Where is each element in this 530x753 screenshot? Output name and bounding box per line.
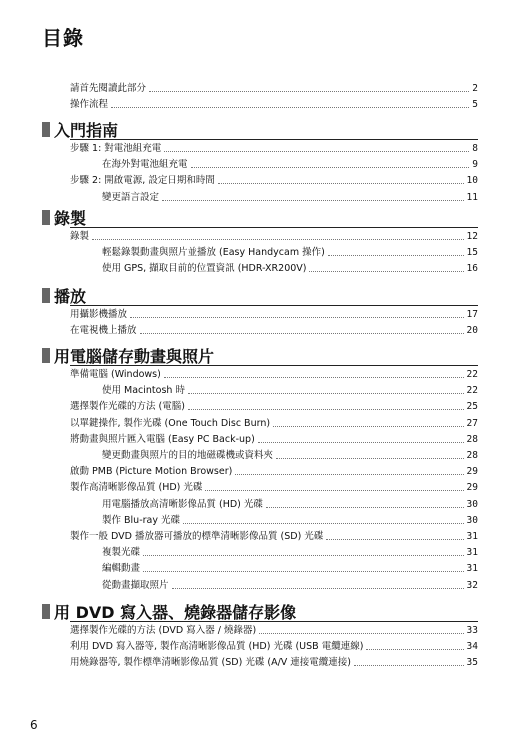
toc-entry-label: 錄製 bbox=[70, 231, 90, 242]
dot-leader bbox=[276, 458, 464, 459]
toc-entry-label: 用電腦播放高清晰影像品質 (HD) 光碟 bbox=[102, 498, 263, 510]
toc-entry-page: 22 bbox=[466, 385, 478, 397]
toc-entry[interactable] bbox=[102, 577, 478, 593]
toc-entry-page: 15 bbox=[466, 247, 478, 259]
page-number: 6 bbox=[30, 718, 38, 732]
section-marker-icon bbox=[42, 122, 50, 137]
toc-entry-label: 操作流程 bbox=[70, 99, 109, 111]
dot-leader bbox=[273, 426, 463, 427]
toc-entry-page: 22 bbox=[466, 369, 478, 380]
toc-entry[interactable] bbox=[70, 80, 478, 96]
toc-entry[interactable] bbox=[70, 638, 478, 654]
toc-entry-label: 製作 Blu-ray 光碟 bbox=[102, 514, 180, 526]
dot-leader bbox=[140, 333, 464, 334]
toc-entry[interactable] bbox=[70, 431, 478, 447]
toc-entry[interactable] bbox=[70, 528, 478, 544]
toc-entry-label: 將動畫與照片匯入電腦 (Easy PC Back-up) bbox=[70, 433, 255, 445]
toc-entry-label: 從動畫擷取照片 bbox=[102, 579, 169, 591]
dot-leader bbox=[92, 239, 464, 240]
page-title: 目錄 bbox=[42, 26, 84, 50]
section-title: 入門指南 bbox=[54, 120, 119, 140]
section-heading bbox=[42, 284, 86, 306]
dot-leader bbox=[183, 523, 464, 524]
toc-entry[interactable] bbox=[70, 398, 478, 414]
section-title: 錄製 bbox=[54, 208, 87, 228]
toc-entry-label: 以單鍵操作, 製作光碟 (One Touch Disc Burn) bbox=[70, 417, 271, 429]
section-heading bbox=[42, 600, 296, 622]
dot-leader bbox=[354, 665, 464, 666]
dot-leader bbox=[309, 271, 463, 272]
toc-entry-page: 31 bbox=[466, 563, 478, 575]
dot-leader bbox=[259, 633, 463, 634]
dot-leader bbox=[164, 151, 469, 152]
toc-entry-page: 35 bbox=[466, 657, 478, 669]
toc-entry-page: 29 bbox=[466, 482, 478, 494]
toc-entry-label: 選擇製作光碟的方法 (DVD 寫入器 / 燒錄器) bbox=[70, 625, 257, 636]
toc-entry-label: 使用 GPS, 擷取目前的位置資訊 (HDR-XR200V) bbox=[102, 263, 307, 275]
toc-entry-page: 32 bbox=[466, 579, 478, 591]
toc-entry[interactable] bbox=[70, 322, 478, 338]
toc-entry-label: 製作一般 DVD 播放器可播放的標準清晰影像品質 (SD) 光碟 bbox=[70, 531, 324, 542]
toc-entry-label: 用攝影機播放 bbox=[70, 309, 128, 320]
toc-entry[interactable] bbox=[102, 560, 478, 576]
toc-entry[interactable] bbox=[102, 544, 478, 560]
toc-entry[interactable] bbox=[102, 382, 478, 398]
section-heading bbox=[42, 118, 118, 140]
toc-entry-page: 31 bbox=[466, 531, 478, 542]
dot-leader bbox=[328, 255, 464, 256]
toc-entry-page: 8 bbox=[472, 143, 478, 154]
toc-entry-page: 29 bbox=[466, 466, 478, 478]
dot-leader bbox=[191, 167, 470, 168]
toc-entry[interactable] bbox=[70, 228, 478, 244]
toc-entry[interactable] bbox=[70, 415, 478, 431]
toc-entry-label: 啟動 PMB (Picture Motion Browser) bbox=[70, 466, 233, 478]
toc-entry-label: 在電視機上播放 bbox=[70, 325, 137, 337]
dot-leader bbox=[235, 474, 463, 475]
toc-entry[interactable] bbox=[102, 447, 478, 463]
toc-entry[interactable] bbox=[70, 140, 478, 156]
dot-leader bbox=[172, 588, 464, 589]
toc-entry-page: 30 bbox=[466, 498, 478, 510]
section-title: 播放 bbox=[54, 286, 87, 306]
toc-entry-label: 利用 DVD 寫入器等, 製作高清晰影像品質 (HD) 光碟 (USB 電纜連線) bbox=[70, 641, 364, 653]
toc-entry-page: 30 bbox=[466, 514, 478, 526]
toc-entry[interactable] bbox=[70, 96, 478, 112]
toc-entry-label: 變更動畫與照片的目的地磁碟機或資料夾 bbox=[102, 450, 274, 461]
toc-entry-label: 製作高清晰影像品質 (HD) 光碟 bbox=[70, 482, 203, 494]
toc-entry-page: 11 bbox=[466, 191, 478, 203]
toc-entry-page: 28 bbox=[466, 450, 478, 461]
toc-entry-page: 17 bbox=[466, 309, 478, 320]
dot-leader bbox=[130, 317, 464, 318]
toc-entry[interactable] bbox=[70, 366, 478, 382]
toc-entry-label: 選擇製作光碟的方法 (電腦) bbox=[70, 401, 185, 413]
toc-entry-label: 請首先閱讀此部分 bbox=[70, 83, 147, 94]
dot-leader bbox=[149, 91, 469, 92]
toc-entry-page: 27 bbox=[466, 417, 478, 429]
toc-entry[interactable] bbox=[102, 260, 478, 276]
toc-entry-page: 20 bbox=[466, 325, 478, 337]
section-marker-icon bbox=[42, 210, 50, 225]
dot-leader bbox=[143, 571, 464, 572]
dot-leader bbox=[111, 107, 469, 108]
section-marker-icon bbox=[42, 348, 50, 363]
toc-entry-page: 31 bbox=[466, 547, 478, 559]
dot-leader bbox=[143, 555, 464, 556]
toc-entry[interactable] bbox=[70, 306, 478, 322]
toc-entry-page: 2 bbox=[472, 83, 478, 94]
toc-entry[interactable] bbox=[70, 463, 478, 479]
toc-entry-label: 在海外對電池組充電 bbox=[102, 159, 188, 171]
toc-entry-page: 9 bbox=[472, 159, 478, 171]
dot-leader bbox=[258, 442, 464, 443]
section-title: 用電腦儲存動畫與照片 bbox=[54, 346, 215, 366]
dot-leader bbox=[326, 539, 463, 540]
dot-leader bbox=[162, 200, 464, 201]
section-marker-icon bbox=[42, 288, 50, 303]
toc-entry[interactable] bbox=[102, 244, 478, 260]
dot-leader bbox=[266, 507, 464, 508]
dot-leader bbox=[188, 409, 464, 410]
toc-entry-page: 16 bbox=[466, 263, 478, 275]
toc-entry[interactable] bbox=[70, 479, 478, 495]
toc-entry-page: 25 bbox=[466, 401, 478, 413]
toc-entry-label: 變更語言設定 bbox=[102, 191, 160, 203]
section-marker-icon bbox=[42, 604, 50, 619]
toc-entry-label: 步驟 1: 對電池組充電 bbox=[70, 143, 162, 154]
section-heading bbox=[42, 206, 86, 228]
dot-leader bbox=[164, 377, 464, 378]
toc-entry-label: 編輯動畫 bbox=[102, 563, 141, 575]
toc-entry[interactable] bbox=[102, 189, 478, 205]
toc-entry-label: 輕鬆錄製動畫與照片並播放 (Easy Handycam 操作) bbox=[102, 247, 325, 259]
toc-entry-page: 34 bbox=[466, 641, 478, 653]
toc-entry[interactable] bbox=[102, 496, 478, 512]
toc-entry-label: 複製光碟 bbox=[102, 547, 141, 559]
toc-entry-label: 步驟 2: 開啟電源, 設定日期和時間 bbox=[70, 175, 215, 187]
dot-leader bbox=[205, 490, 463, 491]
toc-entry-page: 33 bbox=[466, 625, 478, 636]
toc-entry-page: 12 bbox=[466, 231, 478, 242]
toc-entry[interactable] bbox=[102, 512, 478, 528]
toc-entry[interactable] bbox=[70, 172, 478, 188]
dot-leader bbox=[188, 393, 464, 394]
toc-entry-page: 5 bbox=[472, 99, 478, 111]
section-heading bbox=[42, 344, 214, 366]
toc-entry[interactable] bbox=[102, 156, 478, 172]
toc-entry-label: 使用 Macintosh 時 bbox=[102, 385, 185, 397]
toc-entry-label: 準備電腦 (Windows) bbox=[70, 369, 161, 380]
toc-entry[interactable] bbox=[70, 622, 478, 638]
toc-entry[interactable] bbox=[70, 654, 478, 670]
section-title: 用 DVD 寫入器、燒錄器儲存影像 bbox=[54, 602, 297, 622]
toc-entry-label: 用燒錄器等, 製作標準清晰影像品質 (SD) 光碟 (A/V 連接電纜連接) bbox=[70, 657, 351, 669]
toc-entry-page: 10 bbox=[466, 175, 478, 187]
toc-entry-page: 28 bbox=[466, 433, 478, 445]
dot-leader bbox=[218, 183, 464, 184]
dot-leader bbox=[366, 649, 463, 650]
